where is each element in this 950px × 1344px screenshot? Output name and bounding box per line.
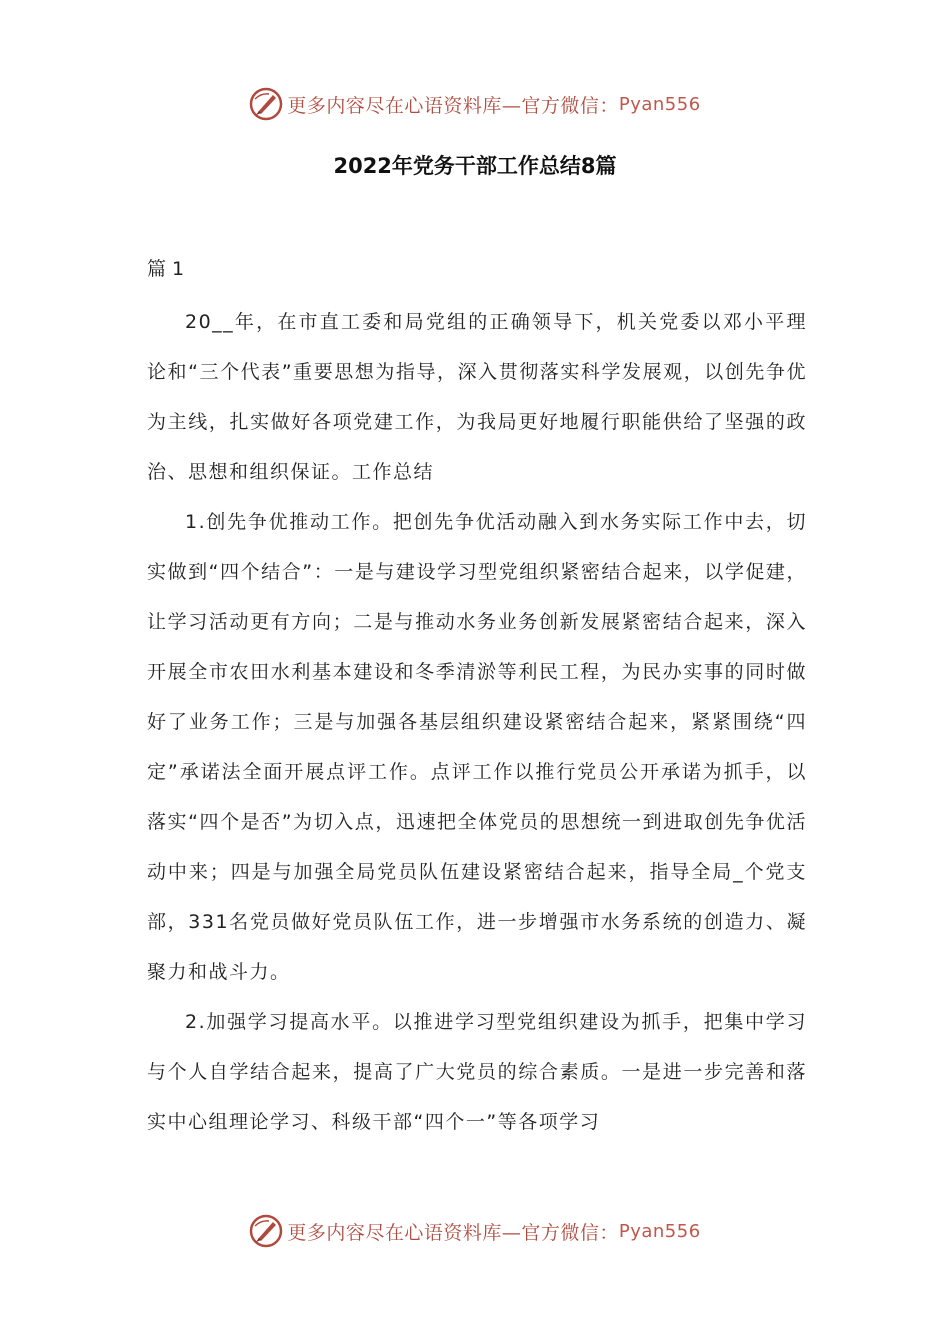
paragraph: 2.加强学习提高水平。以推进学习型党组织建设为抓手，把集中学习与个人自学结合起来，提高了广大党员的综合素质。一是进一步完善和落实中心组理论学习、科级干部“四个一”等各项学习: [147, 1011, 807, 1133]
watermark-handle: Pyan556: [618, 1220, 701, 1242]
watermark-banner-bottom: [0, 1211, 950, 1251]
document-title: 2022年党务干部工作总结8篇: [333, 154, 617, 178]
pen-logo-icon: [249, 1214, 283, 1248]
paragraph: 20__年，在市直工委和局党组的正确领导下，机关党委以邓小平理论和“三个代表”重要思想为指导，深入贯彻落实科学发展观，以创先争优为主线，扎实做好各项党建工作，为我局更好地履行职能供给了坚强的政治、思想和组织保证。工作总结: [147, 311, 807, 483]
watermark-handle: Pyan556: [618, 93, 701, 115]
watermark-banner-top: [0, 84, 950, 124]
section-label: 篇 1: [147, 258, 185, 280]
document-body: [147, 297, 807, 1147]
paragraph: 1.创先争优推动工作。把创先争优活动融入到水务实际工作中去，切实做到“四个结合”：一是与建设学习型党组织紧密结合起来，以学促建，让学习活动更有方向；二是与推动水务业务创新发展紧密结合起来，深入开展全市农田水利基本建设和冬季清淤等利民工程，为民办实事的同时做好了业务工作；三是与加强各基层组织建设紧密结合起来，紧紧围绕“四定”承诺法全面开展点评工作。点评工作以推行党员公开承诺为抓手，以落实“四个是否”为切入点，迅速把全体党员的思想统一到进取创先争优活动中来；四是与加强全局党员队伍建设紧密结合起来，指导全局_个党支部，331名党员做好党员队伍工作，进一步增强市水务系统的创造力、凝聚力和战斗力。: [147, 511, 807, 983]
watermark-text: 更多内容尽在心语资料库—官方微信：: [287, 94, 619, 117]
pen-logo-icon: [249, 87, 283, 121]
watermark-text: 更多内容尽在心语资料库—官方微信：: [287, 1221, 619, 1244]
